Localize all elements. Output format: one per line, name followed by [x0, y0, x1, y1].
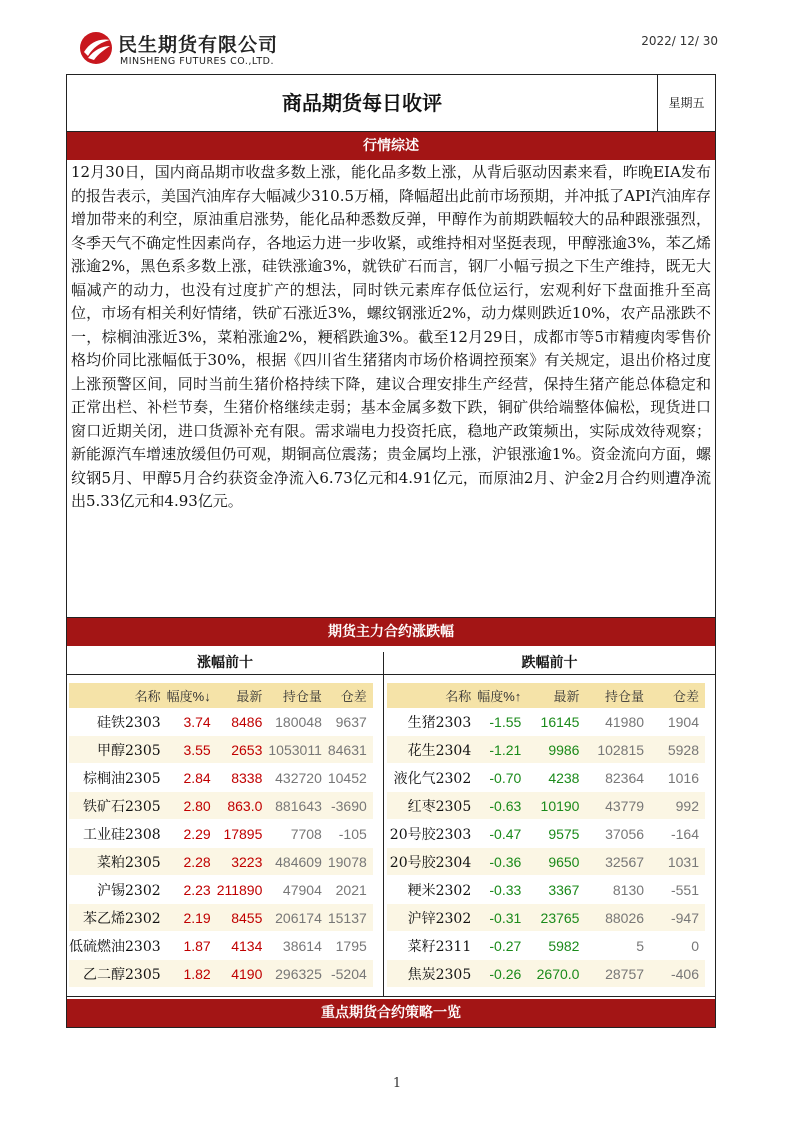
last-price: 863.0: [217, 792, 269, 820]
oi-change: 992: [650, 792, 705, 820]
last-price: 2653: [217, 736, 269, 764]
table-row: [387, 904, 705, 932]
last-price: 4190: [217, 960, 269, 988]
col-change-header: 幅度%↑: [477, 683, 527, 708]
oi-change: 2021: [328, 876, 373, 904]
contract-name: 20号胶2304: [387, 848, 477, 876]
table-row: [387, 848, 705, 876]
table-row: [69, 960, 373, 988]
oi-change: 15137: [328, 904, 373, 932]
last-price: 9650: [527, 848, 585, 876]
contract-name: 铁矿石2305: [69, 792, 167, 820]
report-frame: [66, 74, 716, 1028]
page-title: 商品期货每日收评: [67, 75, 658, 131]
table-row: [69, 708, 373, 736]
table-row: [387, 820, 705, 848]
change-pct: 2.19: [167, 904, 217, 932]
weekday-label: 星期五: [668, 96, 705, 110]
table-row: [69, 848, 373, 876]
open-interest: 484609: [268, 848, 327, 876]
contract-name: 沪锌2302: [387, 904, 477, 932]
open-interest: 102815: [585, 736, 650, 764]
table-header-row: [69, 683, 373, 708]
contract-name: 红枣2305: [387, 792, 477, 820]
col-change-header: 幅度%↓: [167, 683, 217, 708]
open-interest: 82364: [585, 764, 650, 792]
open-interest: 7708: [268, 820, 327, 848]
divider: [67, 996, 715, 997]
report-date: 2022/ 12/ 30: [641, 34, 718, 48]
table-row: [387, 792, 705, 820]
contract-name: 沪锡2302: [69, 876, 167, 904]
contract-name: 乙二醇2305: [69, 960, 167, 988]
oi-change: -164: [650, 820, 705, 848]
oi-change: -105: [328, 820, 373, 848]
open-interest: 38614: [268, 932, 327, 960]
contract-name: 20号胶2303: [387, 820, 477, 848]
table-row: [69, 932, 373, 960]
col-name-header: 名称: [69, 683, 167, 708]
contract-name: 生猪2303: [387, 708, 477, 736]
change-pct: 3.55: [167, 736, 217, 764]
contract-name: 菜粕2305: [69, 848, 167, 876]
col-diff-header: 仓差: [328, 683, 373, 708]
change-pct: 2.84: [167, 764, 217, 792]
oi-change: 1795: [328, 932, 373, 960]
last-price: 5982: [527, 932, 585, 960]
last-price: 23765: [527, 904, 585, 932]
open-interest: 47904: [268, 876, 327, 904]
table-row: [69, 736, 373, 764]
table-row: [69, 792, 373, 820]
change-pct: -1.21: [477, 736, 527, 764]
last-price: 8455: [217, 904, 269, 932]
contract-name: 硅铁2303: [69, 708, 167, 736]
last-price: 9575: [527, 820, 585, 848]
change-pct: -0.36: [477, 848, 527, 876]
change-pct: -0.26: [477, 960, 527, 988]
last-price: 10190: [527, 792, 585, 820]
contract-name: 菜籽2311: [387, 932, 477, 960]
oi-change: 5928: [650, 736, 705, 764]
col-diff-header: 仓差: [650, 683, 705, 708]
contract-name: 甲醇2305: [69, 736, 167, 764]
change-pct: 1.87: [167, 932, 217, 960]
oi-change: -947: [650, 904, 705, 932]
table-row: [69, 764, 373, 792]
open-interest: 296325: [268, 960, 327, 988]
open-interest: 32567: [585, 848, 650, 876]
open-interest: 180048: [268, 708, 327, 736]
oi-change: -3690: [328, 792, 373, 820]
change-pct: -0.27: [477, 932, 527, 960]
col-oi-header: 持仓量: [268, 683, 327, 708]
open-interest: 432720: [268, 764, 327, 792]
col-last-header: 最新: [527, 683, 585, 708]
contract-name: 工业硅2308: [69, 820, 167, 848]
change-pct: -0.33: [477, 876, 527, 904]
table-row: [387, 736, 705, 764]
oi-change: -551: [650, 876, 705, 904]
contract-name: 花生2304: [387, 736, 477, 764]
change-pct: 2.23: [167, 876, 217, 904]
table-row: [69, 876, 373, 904]
open-interest: 88026: [585, 904, 650, 932]
last-price: 2670.0: [527, 960, 585, 988]
gainers-header: 涨幅前十: [197, 655, 253, 671]
market-summary-text: 12月30日，国内商品期市收盘多数上涨，能化品多数上涨，从背后驱动因素来看，昨晚EIA发布的报告表示，美国汽油库存大幅减少310.5万桶，降幅超出此前市场预期，并冲抵了API汽油库存增加带来的利空，原油重启涨势，能化品种悉数反弹，甲醇作为前期跌幅较大的品种跟涨强烈，冬季天气不确定性因素尚存，各地运力进一步收紧，或维持相对坚挺表现，甲醇涨逾3%，苯乙烯涨逾2%，黑色系多数上涨，硅铁涨逾3%，就铁矿石而言，钢厂小幅亏损之下生产维持，既无大幅减产的动力，也没有过度扩产的想法，同时铁元素库存低位运行，宏观利好下盘面推升至高位，市场有相关利好情绪，铁矿石涨近3%，螺纹钢涨近2%，动力煤则跌近10%，农产品涨跌不一，棕榈油涨近3%，菜粕涨逾2%，粳稻跌逾3%。截至12月29日，成都市等5市精瘦肉零售价格均价同比涨幅低于30%，根据《四川省生猪猪肉市场价格调控预案》有关规定，退出价格过度上涨预警区间，同时当前生猪价格持续下降，建议合理安排生产经营，保持生猪产能总体稳定和正常出栏、补栏节奏，生猪价格继续走弱；基本金属多数下跌，铜矿供给端整体偏松，现货进口窗口近期关闭，进口货源补充有限。需求端电力投资托底，稳地产政策频出，实际成效待观察；新能源汽车增速放缓但仍可观，期铜高位震荡；贵金属均上涨，沪银涨逾1%。资金流向方面，螺纹钢5月、甲醇5月合约获资金净流入6.73亿元和4.91亿元，而原油2月、沪金2月合约则遭净流出5.33亿元和4.93亿元。: [71, 163, 711, 510]
oi-change: -5204: [328, 960, 373, 988]
last-price: 8486: [217, 708, 269, 736]
open-interest: 37056: [585, 820, 650, 848]
change-pct: 2.28: [167, 848, 217, 876]
minsheng-logo-icon: [78, 30, 114, 66]
oi-change: 0: [650, 932, 705, 960]
change-pct: -0.70: [477, 764, 527, 792]
open-interest: 206174: [268, 904, 327, 932]
change-pct: 1.82: [167, 960, 217, 988]
page-number: 1: [392, 1076, 402, 1091]
contract-name: 液化气2302: [387, 764, 477, 792]
column-divider: [383, 652, 384, 996]
last-price: 3367: [527, 876, 585, 904]
open-interest: 5: [585, 932, 650, 960]
change-pct: 2.80: [167, 792, 217, 820]
change-pct: 3.74: [167, 708, 217, 736]
table-row: [387, 708, 705, 736]
company-name-cn: 民生期货有限公司: [118, 34, 279, 56]
change-pct: -0.63: [477, 792, 527, 820]
open-interest: 8130: [585, 876, 650, 904]
table-row: [387, 764, 705, 792]
open-interest: 881643: [268, 792, 327, 820]
open-interest: 28757: [585, 960, 650, 988]
table-header-row: [387, 683, 705, 708]
table-row: [387, 932, 705, 960]
last-price: 8338: [217, 764, 269, 792]
open-interest: 43779: [585, 792, 650, 820]
last-price: 211890: [217, 876, 269, 904]
contract-name: 低硫燃油2303: [69, 932, 167, 960]
open-interest: 41980: [585, 708, 650, 736]
oi-change: 84631: [328, 736, 373, 764]
change-pct: -0.47: [477, 820, 527, 848]
losers-table: [387, 683, 705, 988]
divider: [67, 674, 715, 675]
last-price: 4238: [527, 764, 585, 792]
section-top-movers-header: 期货主力合约涨跌幅: [67, 618, 715, 646]
company-name-en: MINSHENG FUTURES CO.,LTD.: [120, 56, 274, 67]
change-pct: -1.55: [477, 708, 527, 736]
contract-name: 焦炭2305: [387, 960, 477, 988]
contract-name: 苯乙烯2302: [69, 904, 167, 932]
change-pct: -0.31: [477, 904, 527, 932]
gainers-table: [69, 683, 373, 988]
last-price: 4134: [217, 932, 269, 960]
change-pct: 2.29: [167, 820, 217, 848]
losers-header: 跌幅前十: [521, 655, 578, 671]
table-row: [387, 876, 705, 904]
section-strategy-header: 重点期货合约策略一览: [67, 999, 715, 1027]
oi-change: 9637: [328, 708, 373, 736]
table-row: [69, 904, 373, 932]
company-logo: [78, 28, 318, 74]
col-oi-header: 持仓量: [585, 683, 650, 708]
oi-change: -406: [650, 960, 705, 988]
title-row: [67, 75, 715, 132]
oi-change: 10452: [328, 764, 373, 792]
last-price: 17895: [217, 820, 269, 848]
contract-name: 棕榈油2305: [69, 764, 167, 792]
oi-change: 1016: [650, 764, 705, 792]
oi-change: 1904: [650, 708, 705, 736]
col-name-header: 名称: [387, 683, 477, 708]
contract-name: 粳米2302: [387, 876, 477, 904]
open-interest: 1053011: [268, 736, 327, 764]
last-price: 9986: [527, 736, 585, 764]
table-row: [69, 820, 373, 848]
section-market-overview-header: 行情综述: [67, 132, 715, 160]
last-price: 16145: [527, 708, 585, 736]
col-last-header: 最新: [217, 683, 269, 708]
last-price: 3223: [217, 848, 269, 876]
oi-change: 1031: [650, 848, 705, 876]
oi-change: 19078: [328, 848, 373, 876]
table-row: [387, 960, 705, 988]
